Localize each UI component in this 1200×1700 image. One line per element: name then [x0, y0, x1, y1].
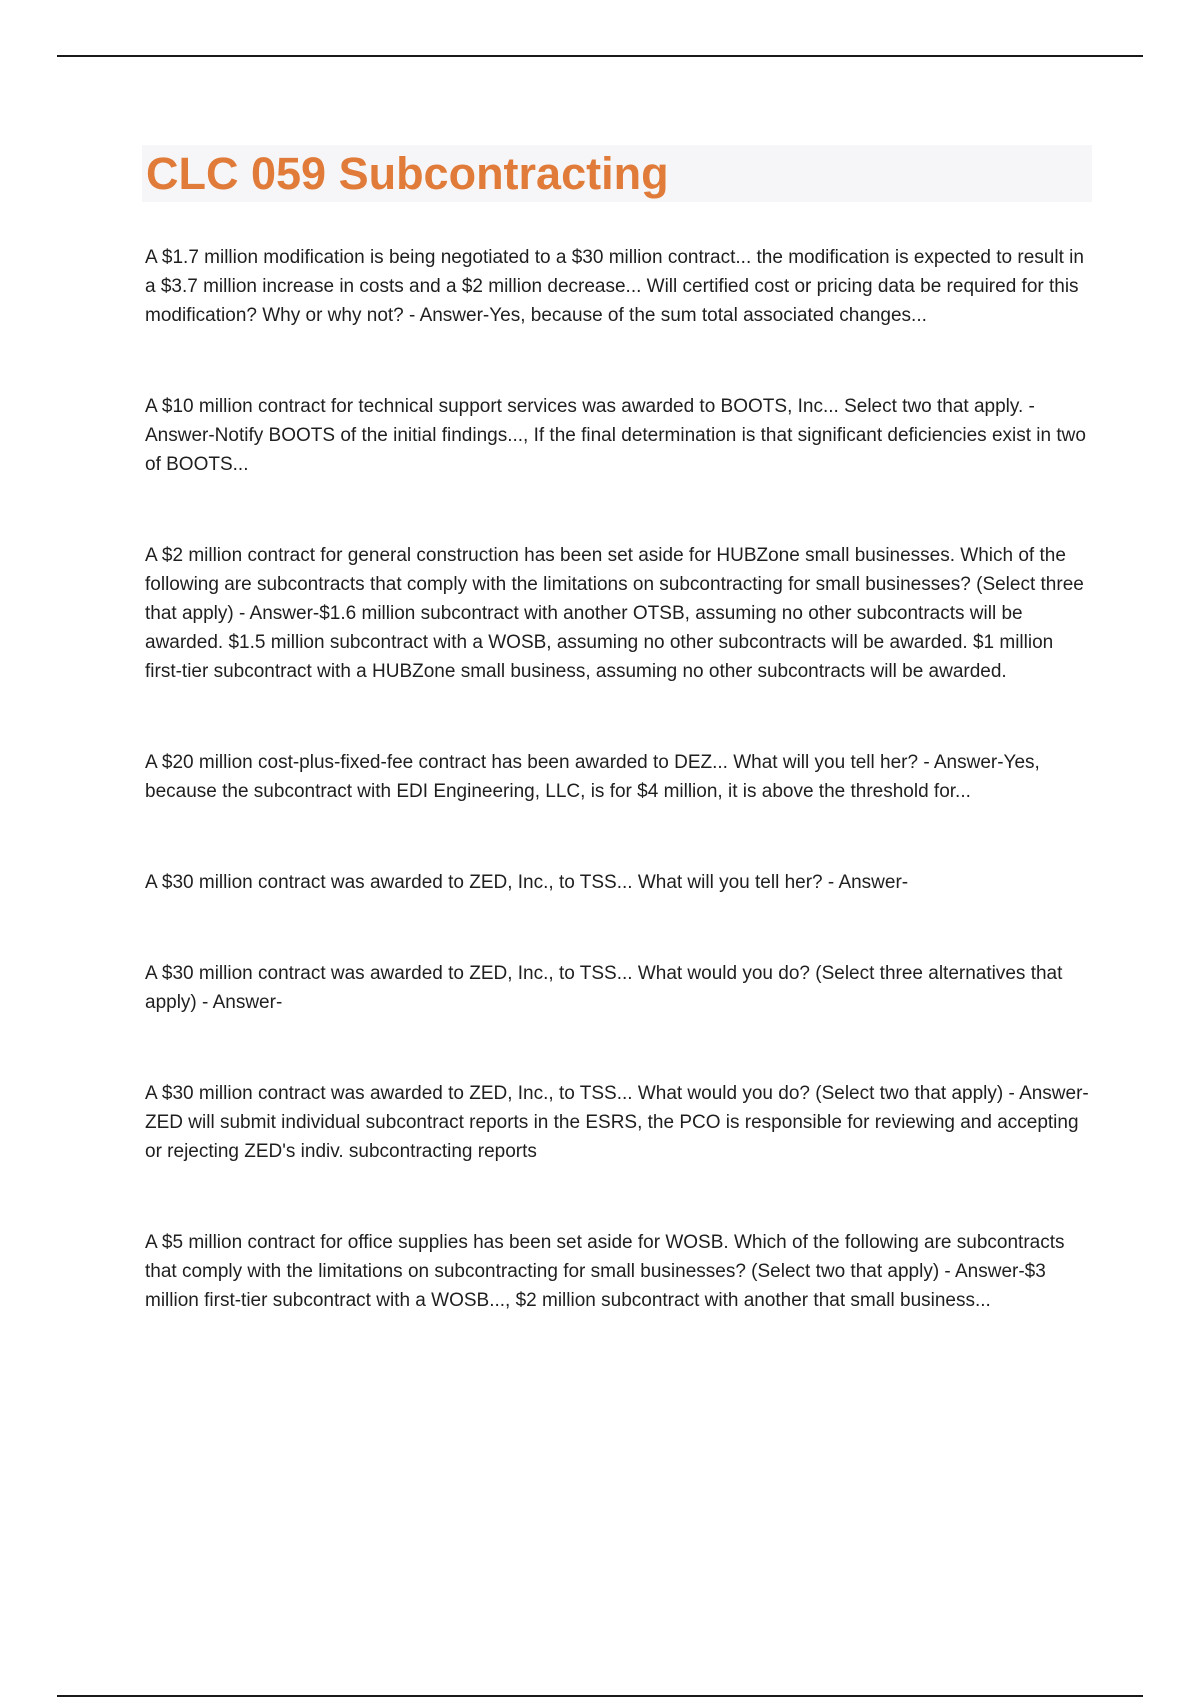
qa-list — [145, 243, 1095, 1315]
qa-entry-6: A $30 million contract was awarded to ZED, Inc., to TSS... What would you do? (Select three alternatives that apply) - Answer- — [145, 963, 1063, 1013]
top-rule — [57, 55, 1143, 57]
qa-entry-2: A $10 million contract for technical support services was awarded to BOOTS, Inc... Select two that apply. - Answer-Notify BOOTS of the initial findings..., If the final determination is that significant deficiencies exist in two of BOOTS... — [145, 396, 1086, 475]
qa-entry-1: A $1.7 million modification is being negotiated to a $30 million contract... the modification is expected to result in a $3.7 million increase in costs and a $2 million decrease... Will certified cost or pricing data be required for this modification? Why or why not? - Answer-Yes, because of the sum total associated changes... — [145, 247, 1084, 326]
qa-entry-3: A $2 million contract for general construction has been set aside for HUBZone small businesses. Which of the following are subcontracts that comply with the limitations on subcontracting for small businesses? (Select three that apply) - Answer-$1.6 million subcontract with another OTSB, assuming no other subcontracts will be awarded. $1.5 million subcontract with a WOSB, assuming no other subcontracts will be awarded. $1 million first-tier subcontract with a HUBZone small business, assuming no other subcontracts will be awarded. — [145, 545, 1084, 682]
document-title: CLC 059 Subcontracting — [146, 148, 669, 199]
qa-entry-7: A $30 million contract was awarded to ZED, Inc., to TSS... What would you do? (Select two that apply) - Answer-ZED will submit individual subcontract reports in the ESRS, the PCO is responsible for reviewing and accepting or rejecting ZED's indiv. subcontracting reports — [145, 1083, 1089, 1162]
qa-entry-4: A $20 million cost-plus-fixed-fee contract has been awarded to DEZ... What will you tell her? - Answer-Yes, because the subcontract with EDI Engineering, LLC, is for $4 million, it is above the threshold for... — [145, 752, 1040, 802]
qa-entry-5: A $30 million contract was awarded to ZED, Inc., to TSS... What will you tell her? - Answer- — [145, 872, 909, 893]
bottom-rule — [57, 1695, 1143, 1697]
qa-entry-8: A $5 million contract for office supplies has been set aside for WOSB. Which of the following are subcontracts that comply with the limitations on subcontracting for small businesses? (Select two that apply) - Answer-$3 million first-tier subcontract with a WOSB..., $2 million subcontract with another that small business... — [145, 1232, 1065, 1311]
